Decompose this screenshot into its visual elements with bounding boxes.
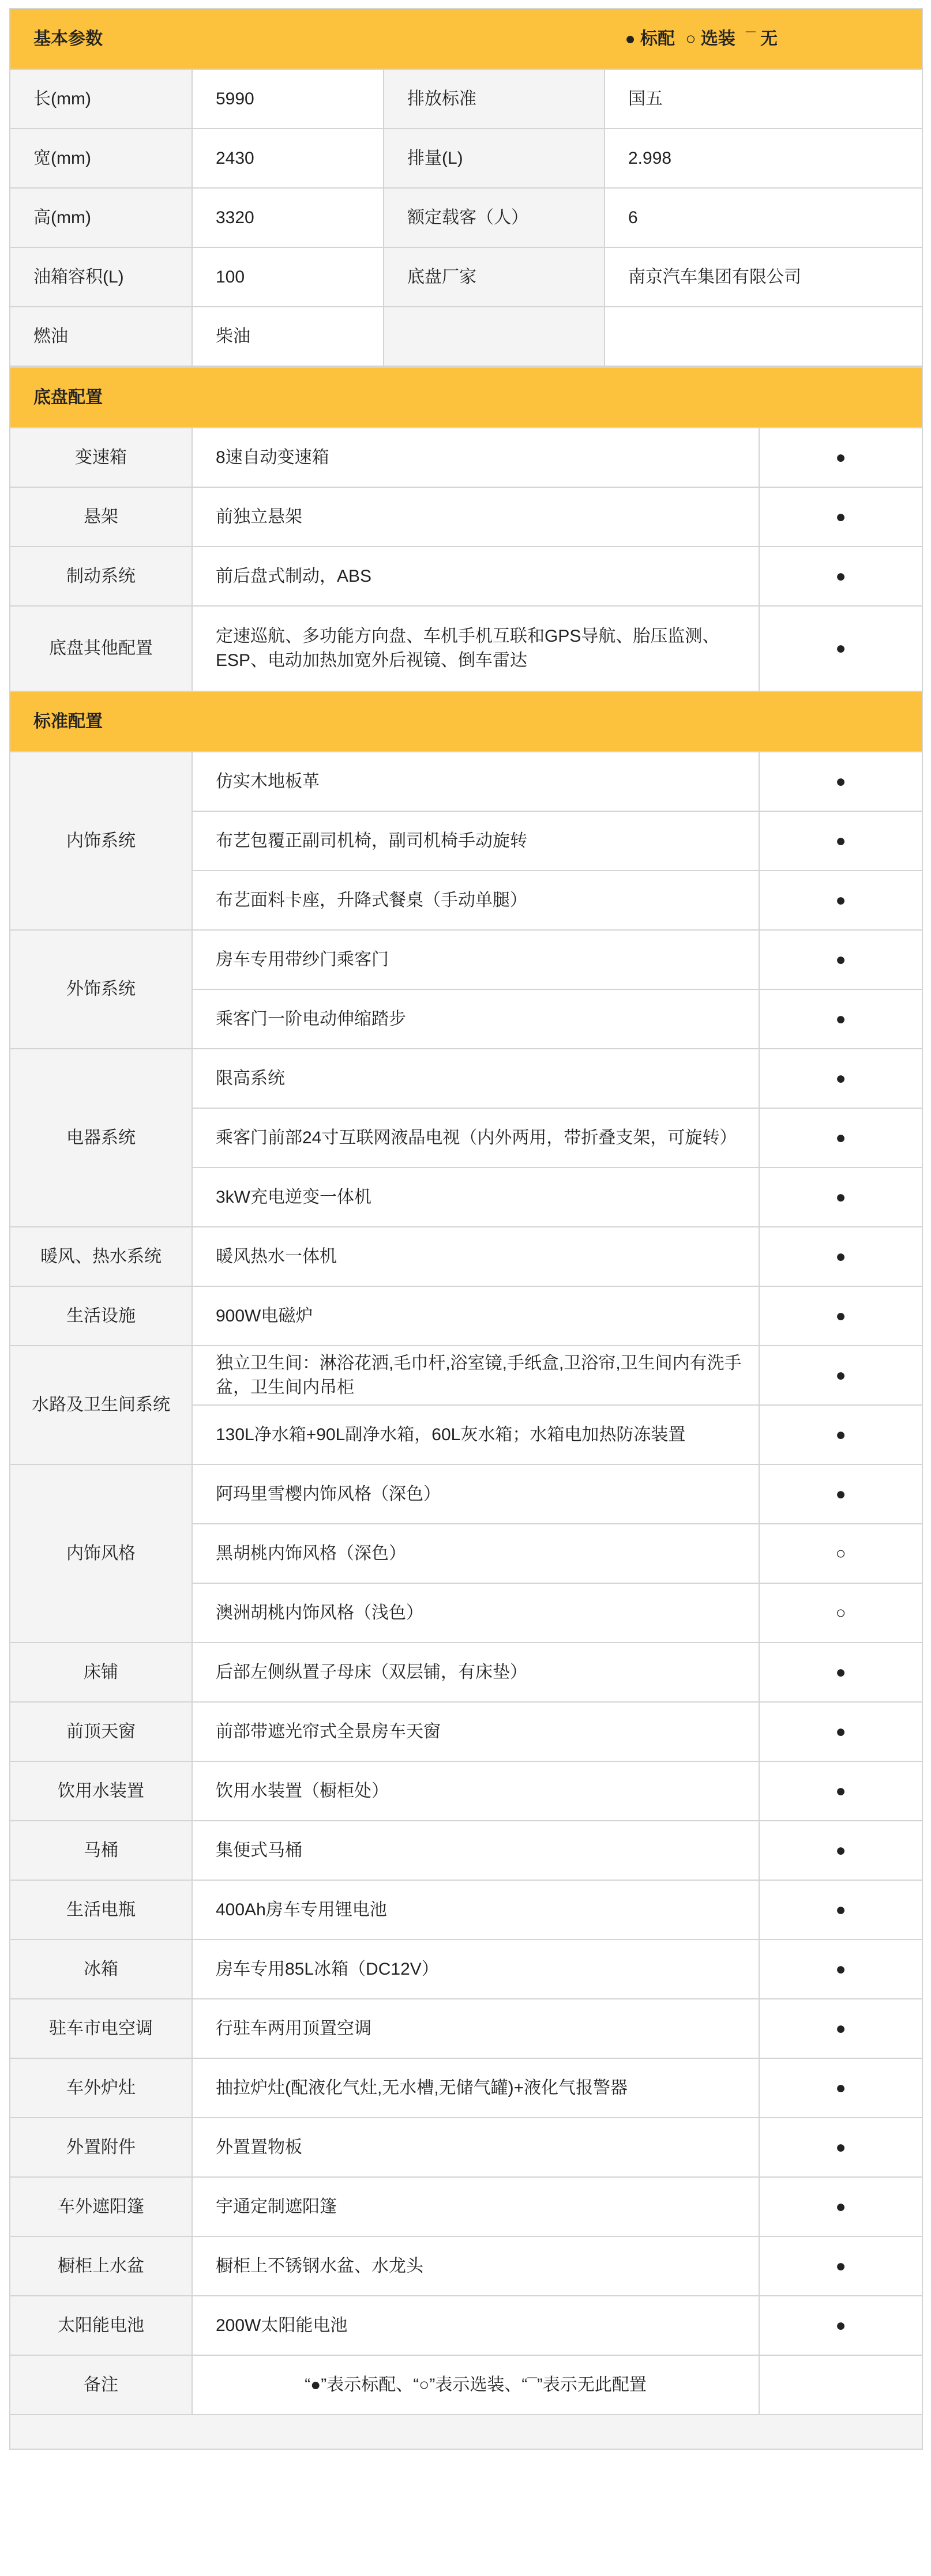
config-value: 前后盘式制动，ABS	[192, 547, 759, 606]
param-label: 长(mm)	[10, 69, 192, 129]
config-mark: ●	[759, 2236, 922, 2296]
config-value: 仿实木地板革	[192, 752, 759, 811]
standard-row	[10, 1346, 922, 1405]
config-value: 澳洲胡桃内饰风格（浅色）	[192, 1583, 759, 1643]
chassis-row	[10, 547, 922, 606]
config-mark: ●	[759, 1880, 922, 1939]
config-group-name: 床铺	[10, 1643, 192, 1702]
config-group-name: 电器系统	[10, 1049, 192, 1227]
standard-row	[10, 1464, 922, 1524]
param-label: 油箱容积(L)	[10, 247, 192, 307]
basic-row	[10, 247, 922, 307]
config-name: 制动系统	[10, 547, 192, 606]
config-group-name: 生活电瓶	[10, 1880, 192, 1939]
basic-params-header	[10, 9, 922, 69]
standard-row	[10, 2177, 922, 2236]
config-mark: ●	[759, 752, 922, 811]
standard-header	[10, 691, 922, 752]
param-label: 排量(L)	[384, 129, 605, 188]
config-value: 定速巡航、多功能方向盘、车机手机互联和GPS导航、胎压监测、ESP、电动加热加宽外后视镜、倒车雷达	[192, 606, 759, 691]
standard-row	[10, 1880, 922, 1939]
config-group-name: 内饰系统	[10, 752, 192, 930]
config-group-name: 暖风、热水系统	[10, 1227, 192, 1286]
config-value: 房车专用带纱门乘客门	[192, 930, 759, 989]
standard-row	[10, 1821, 922, 1880]
config-name: 变速箱	[10, 428, 192, 487]
config-mark: ●	[759, 1346, 922, 1405]
config-group-name: 外饰系统	[10, 930, 192, 1049]
config-group-name: 太阳能电池	[10, 2296, 192, 2355]
param-value: 南京汽车集团有限公司	[605, 247, 922, 307]
config-value: 集便式马桶	[192, 1821, 759, 1880]
legend	[620, 27, 778, 51]
note-text: “●”表示标配、“○”表示选装、“¯”表示无此配置	[192, 2355, 759, 2415]
standard-row	[10, 1939, 922, 1999]
config-mark: ●	[759, 811, 922, 871]
config-group-name: 饮用水装置	[10, 1761, 192, 1821]
standard-row	[10, 2296, 922, 2355]
legend-none: ¯ 无	[746, 29, 778, 48]
config-mark: ●	[759, 871, 922, 930]
param-value: 100	[192, 247, 384, 307]
standard-row	[10, 1643, 922, 1702]
config-value: 400Ah房车专用锂电池	[192, 1880, 759, 1939]
config-value: 130L净水箱+90L副净水箱，60L灰水箱；水箱电加热防冻装置	[192, 1405, 759, 1464]
basic-params-title: 基本参数	[33, 29, 103, 48]
standard-row	[10, 2118, 922, 2177]
config-group-name: 车外遮阳篷	[10, 2177, 192, 2236]
config-value: 900W电磁炉	[192, 1286, 759, 1346]
config-mark: ●	[759, 2296, 922, 2355]
config-value: 乘客门前部24寸互联网液晶电视（内外两用，带折叠支架，可旋转）	[192, 1108, 759, 1168]
note-mark-cell	[759, 2355, 922, 2415]
config-table	[9, 367, 923, 2450]
standard-row	[10, 2058, 922, 2118]
param-value: 5990	[192, 69, 384, 129]
standard-row	[10, 752, 922, 811]
param-label: 底盘厂家	[384, 247, 605, 307]
config-value: 宇通定制遮阳篷	[192, 2177, 759, 2236]
config-value: 暖风热水一体机	[192, 1227, 759, 1286]
config-mark: ●	[759, 1049, 922, 1108]
config-mark: ●	[759, 1286, 922, 1346]
chassis-title: 底盘配置	[33, 387, 103, 407]
param-value: 国五	[605, 69, 922, 129]
config-mark: ○	[759, 1583, 922, 1643]
config-mark: ●	[759, 1761, 922, 1821]
config-mark: ●	[759, 1227, 922, 1286]
config-group-name: 马桶	[10, 1821, 192, 1880]
config-mark: ●	[759, 1108, 922, 1168]
param-value	[605, 307, 922, 366]
param-value: 2430	[192, 129, 384, 188]
chassis-header	[10, 367, 922, 428]
config-value: 乘客门一阶电动伸缩踏步	[192, 989, 759, 1049]
config-value: 限高系统	[192, 1049, 759, 1108]
config-mark: ●	[759, 1939, 922, 1999]
legend-optional: ○ 选装	[685, 29, 735, 48]
param-label: 排放标准	[384, 69, 605, 129]
config-group-name: 橱柜上水盆	[10, 2236, 192, 2296]
config-mark: ●	[759, 1405, 922, 1464]
standard-row	[10, 1049, 922, 1108]
basic-params-table	[9, 8, 923, 367]
basic-row	[10, 188, 922, 247]
config-mark: ●	[759, 606, 922, 691]
config-mark: ●	[759, 1168, 922, 1227]
param-label: 高(mm)	[10, 188, 192, 247]
config-mark: ●	[759, 2177, 922, 2236]
chassis-row	[10, 428, 922, 487]
basic-row	[10, 69, 922, 129]
config-name: 底盘其他配置	[10, 606, 192, 691]
config-mark: ●	[759, 2058, 922, 2118]
config-value: 8速自动变速箱	[192, 428, 759, 487]
config-mark: ●	[759, 1999, 922, 2058]
standard-row	[10, 1702, 922, 1761]
note-label: 备注	[10, 2355, 192, 2415]
param-label: 额定载客（人）	[384, 188, 605, 247]
param-value: 3320	[192, 188, 384, 247]
config-value: 独立卫生间：淋浴花洒,毛巾杆,浴室镜,手纸盒,卫浴帘,卫生间内有洗手盆，卫生间内吊柜	[192, 1346, 759, 1405]
config-value: 布艺包覆正副司机椅，副司机椅手动旋转	[192, 811, 759, 871]
chassis-row	[10, 487, 922, 547]
config-value: 前独立悬架	[192, 487, 759, 547]
basic-row	[10, 129, 922, 188]
config-value: 橱柜上不锈钢水盆、水龙头	[192, 2236, 759, 2296]
config-mark: ●	[759, 1643, 922, 1702]
note-row	[10, 2355, 922, 2415]
config-value: 200W太阳能电池	[192, 2296, 759, 2355]
standard-row	[10, 2236, 922, 2296]
footer-row	[10, 2415, 922, 2449]
config-value: 布艺面料卡座，升降式餐桌（手动单腿）	[192, 871, 759, 930]
config-group-name: 水路及卫生间系统	[10, 1346, 192, 1464]
config-group-name: 前顶天窗	[10, 1702, 192, 1761]
param-value: 6	[605, 188, 922, 247]
config-mark: ●	[759, 428, 922, 487]
config-name: 悬架	[10, 487, 192, 547]
legend-standard: ● 标配	[625, 29, 675, 48]
param-value: 柴油	[192, 307, 384, 366]
chassis-row	[10, 606, 922, 691]
config-mark: ●	[759, 1821, 922, 1880]
param-value: 2.998	[605, 129, 922, 188]
config-mark: ●	[759, 989, 922, 1049]
basic-row	[10, 307, 922, 366]
standard-row	[10, 1286, 922, 1346]
standard-row	[10, 930, 922, 989]
config-value: 外置置物板	[192, 2118, 759, 2177]
config-mark: ●	[759, 487, 922, 547]
param-label: 燃油	[10, 307, 192, 366]
config-group-name: 外置附件	[10, 2118, 192, 2177]
config-mark: ●	[759, 547, 922, 606]
standard-row	[10, 1761, 922, 1821]
config-value: 行驻车两用顶置空调	[192, 1999, 759, 2058]
standard-row	[10, 1999, 922, 2058]
config-mark: ●	[759, 1702, 922, 1761]
config-group-name: 冰箱	[10, 1939, 192, 1999]
config-value: 房车专用85L冰箱（DC12V）	[192, 1939, 759, 1999]
config-group-name: 生活设施	[10, 1286, 192, 1346]
config-mark: ●	[759, 930, 922, 989]
config-value: 阿玛里雪樱内饰风格（深色）	[192, 1464, 759, 1524]
param-label: 宽(mm)	[10, 129, 192, 188]
config-sheet	[9, 8, 922, 2450]
config-group-name: 驻车市电空调	[10, 1999, 192, 2058]
config-mark: ○	[759, 1524, 922, 1583]
config-value: 抽拉炉灶(配液化气灶,无水槽,无储气罐)+液化气报警器	[192, 2058, 759, 2118]
config-group-name: 车外炉灶	[10, 2058, 192, 2118]
param-label	[384, 307, 605, 366]
config-mark: ●	[759, 2118, 922, 2177]
config-group-name: 内饰风格	[10, 1464, 192, 1643]
config-value: 后部左侧纵置子母床（双层铺，有床垫）	[192, 1643, 759, 1702]
config-mark: ●	[759, 1464, 922, 1524]
config-value: 黑胡桃内饰风格（深色）	[192, 1524, 759, 1583]
standard-title: 标准配置	[33, 711, 103, 731]
config-value: 饮用水装置（橱柜处）	[192, 1761, 759, 1821]
config-value: 3kW充电逆变一体机	[192, 1168, 759, 1227]
config-value: 前部带遮光帘式全景房车天窗	[192, 1702, 759, 1761]
standard-row	[10, 1227, 922, 1286]
